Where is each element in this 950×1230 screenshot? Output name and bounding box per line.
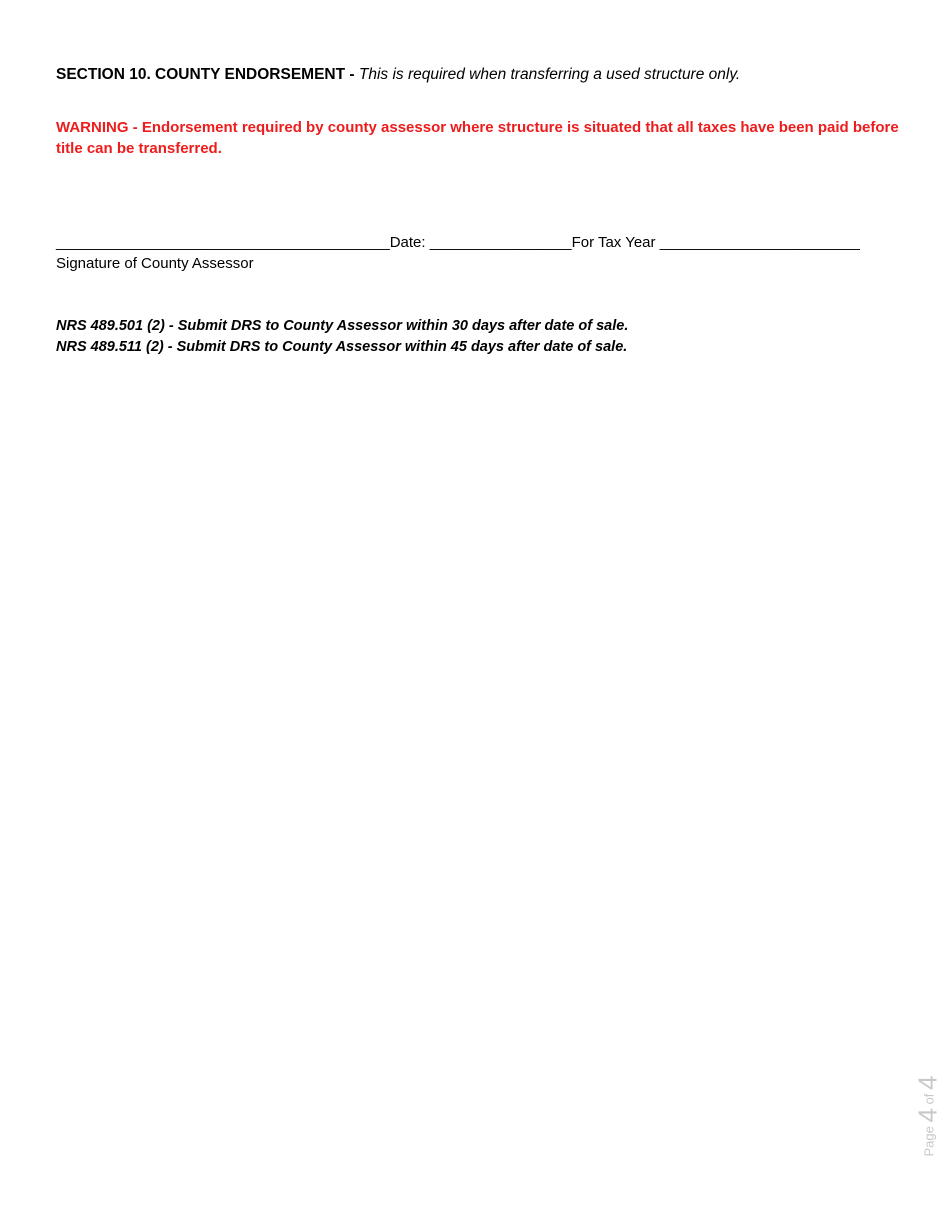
current-page-number: 4 bbox=[912, 1108, 943, 1123]
of-word: of bbox=[921, 1089, 937, 1109]
page-number-footer bbox=[913, 1076, 944, 1157]
date-label: Date: bbox=[389, 234, 430, 251]
page-word: Page bbox=[921, 1122, 937, 1157]
warning-text: WARNING - Endorsement required by county assessor where structure is situated that all taxes have been paid before title can be transferred. bbox=[56, 119, 899, 157]
section-title: SECTION 10. COUNTY ENDORSEMENT - bbox=[56, 66, 359, 83]
tax-year-field[interactable]: ________________________ bbox=[659, 234, 860, 251]
date-field[interactable]: _________________ bbox=[429, 234, 572, 251]
statute-note: NRS 489.501 (2) - Submit DRS to County Assessor within 30 days after date of sale. bbox=[56, 318, 629, 334]
statute-note: NRS 489.511 (2) - Submit DRS to County Assessor within 45 days after date of sale. bbox=[56, 339, 628, 355]
tax-year-label: For Tax Year bbox=[571, 234, 660, 251]
total-pages-number: 4 bbox=[912, 1075, 943, 1090]
signature-caption: Signature of County Assessor bbox=[56, 255, 254, 272]
signature-row bbox=[56, 232, 860, 254]
section-note: This is required when transferring a used structure only. bbox=[358, 66, 741, 83]
section-heading bbox=[56, 64, 740, 86]
signature-field[interactable]: ________________________________________ bbox=[56, 234, 390, 251]
